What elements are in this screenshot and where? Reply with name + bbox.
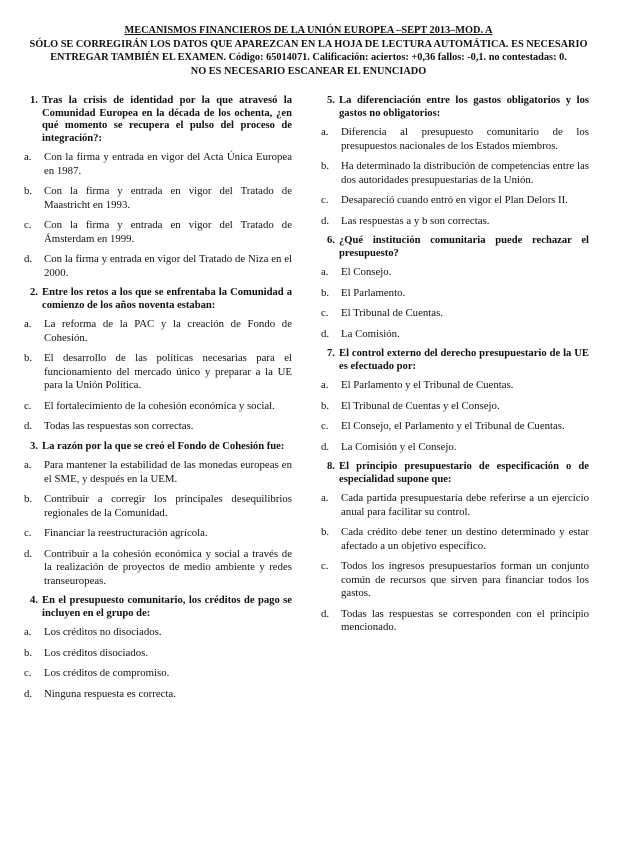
- option-c: [24, 667, 292, 681]
- option-letter: c.: [24, 527, 32, 539]
- question-text: La diferenciación entre los gastos obligatorios y los gastos no obligatorios:: [339, 95, 589, 119]
- option-a: [321, 266, 589, 280]
- option-text: El Parlamento.: [341, 286, 406, 299]
- option-letter: a.: [24, 459, 32, 471]
- option-c: [24, 219, 292, 246]
- option-c: [321, 307, 589, 321]
- option-letter: d.: [24, 253, 33, 265]
- question-1: [24, 95, 292, 280]
- option-letter: c.: [321, 307, 329, 319]
- option-text: Ha determinado la distribución de competencias entre las dos autoridades presupuestarias de la Unión.: [341, 160, 589, 186]
- option-text: Con la firma y entrada en vigor del Tratado de Ámsterdam en 1999.: [44, 219, 292, 245]
- option-text: Financiar la reestructuración agrícola.: [44, 527, 208, 539]
- option-letter: a.: [24, 318, 32, 330]
- option-text: Con la firma y entrada en vigor del Acta Única Europea en 1987.: [44, 151, 292, 177]
- option-text: El Tribunal de Cuentas y el Consejo.: [341, 399, 500, 412]
- option-d: [321, 214, 589, 229]
- question-text: ¿Qué institución comunitaria puede rechazar el presupuesto?: [339, 235, 589, 259]
- option-letter: d.: [24, 687, 33, 700]
- option-c: [321, 420, 589, 434]
- option-a: [24, 151, 292, 178]
- option-letter: a.: [321, 266, 329, 278]
- option-text: Todas las respuestas son correctas.: [44, 420, 194, 432]
- option-letter: c.: [321, 560, 329, 572]
- option-d: [24, 253, 292, 280]
- option-text: Con la firma y entrada en vigor del Tratado de Maastricht en 1993.: [44, 185, 292, 211]
- option-text: La Comisión.: [341, 327, 400, 340]
- option-text: Todos los ingresos presupuestarios forman un conjunto común de recursos que sirven para financiar todos los gastos.: [341, 560, 589, 599]
- option-text: Cada partida presupuestaria debe referirse a un ejercicio anual para facilitar su control.: [341, 492, 589, 518]
- option-b: [321, 399, 589, 414]
- option-text: Diferencia al presupuesto comunitario de los presupuestos nacionales de los Estados miembros.: [341, 126, 589, 152]
- option-letter: c.: [24, 219, 32, 231]
- question-text: Tras la crisis de identidad por la que atravesó la Comunidad Europea en la década de los ochenta, ¿en qué momento se recupera el pulso del proceso de integración?:: [42, 95, 292, 144]
- option-letter: b.: [24, 493, 33, 505]
- option-text: Ninguna respuesta es correcta.: [44, 687, 176, 700]
- option-letter: b.: [24, 646, 33, 659]
- question-number: 1.: [30, 95, 38, 106]
- option-text: El Consejo.: [341, 266, 392, 278]
- option-text: Para mantener la estabilidad de las monedas europeas en el SME, y después en la UEM.: [44, 459, 292, 485]
- left-column: [24, 95, 292, 708]
- option-a: [321, 126, 589, 153]
- option-text: La Comisión y el Consejo.: [341, 440, 457, 453]
- question-3: [24, 440, 292, 589]
- question-number: 4.: [30, 595, 38, 606]
- option-text: El Parlamento y el Tribunal de Cuentas.: [341, 379, 514, 391]
- question-number: 6.: [327, 235, 335, 246]
- question-number: 2.: [30, 287, 38, 298]
- question-text: El control externo del derecho presupuestario de la UE es efectuado por:: [339, 348, 589, 372]
- option-letter: c.: [321, 420, 329, 432]
- option-c: [321, 560, 589, 601]
- option-b: [321, 526, 589, 553]
- option-letter: b.: [24, 352, 33, 364]
- option-a: [24, 318, 292, 345]
- question-number: 7.: [327, 348, 335, 359]
- option-letter: a.: [321, 379, 329, 391]
- question-2: [24, 287, 292, 434]
- question-number: 8.: [327, 461, 335, 472]
- question-8: [321, 461, 589, 635]
- option-letter: d.: [24, 547, 33, 560]
- option-text: Contribuir a corregir los principales desequilibrios regionales de la Comunidad.: [44, 493, 292, 519]
- option-d: [24, 547, 292, 589]
- option-letter: b.: [24, 185, 33, 197]
- option-b: [24, 352, 292, 393]
- option-text: Con la firma y entrada en vigor del Tratado de Niza en el 2000.: [44, 253, 292, 279]
- option-b: [24, 646, 292, 661]
- question-text: Entre los retos a los que se enfrentaba la Comunidad a comienzo de los años noventa estaban:: [42, 287, 292, 311]
- option-b: [24, 493, 292, 520]
- option-letter: b.: [321, 526, 330, 538]
- option-text: Las respuestas a y b son correctas.: [341, 214, 490, 227]
- option-text: El fortalecimiento de la cohesión económica y social.: [44, 399, 275, 412]
- option-text: El Consejo, el Parlamento y el Tribunal de Cuentas.: [341, 420, 565, 432]
- option-a: [321, 492, 589, 519]
- option-text: Todas las respuestas se corresponden con el principio mencionado.: [341, 607, 589, 633]
- option-letter: a.: [321, 492, 329, 504]
- option-d: [24, 420, 292, 434]
- option-letter: a.: [321, 126, 329, 138]
- option-text: Contribuir a la cohesión económica y social a través de la realización de proyectos de medio ambiente y redes transeuropeas.: [44, 547, 292, 587]
- option-text: Los créditos disociados.: [44, 646, 149, 659]
- option-text: Desapareció cuando entró en vigor el Plan Delors II.: [341, 194, 568, 206]
- option-text: El Tribunal de Cuentas.: [341, 307, 443, 319]
- option-letter: b.: [321, 160, 330, 172]
- option-letter: d.: [321, 214, 330, 227]
- option-a: [321, 379, 589, 393]
- option-letter: b.: [321, 286, 330, 299]
- option-c: [24, 399, 292, 414]
- option-c: [24, 527, 292, 541]
- option-d: [321, 607, 589, 635]
- question-7: [321, 348, 589, 454]
- option-letter: a.: [24, 151, 32, 163]
- option-c: [321, 194, 589, 208]
- option-text: El desarrollo de las políticas necesarias para el funcionamiento del mercado único y preparar a la UE para la Unión Política.: [44, 352, 292, 391]
- instructions-line-1: SÓLO SE CORREGIRÁN LOS DATOS QUE APAREZCAN EN LA HOJA DE LECTURA AUTOMÁTICA. ES NECESARIO: [29, 38, 588, 50]
- option-d: [321, 327, 589, 342]
- option-letter: d.: [321, 327, 330, 340]
- exam-title: MECANISMOS FINANCIEROS DE LA UNIÓN EUROPEA –SEPT 2013–MOD. A: [124, 25, 493, 36]
- option-letter: d.: [321, 607, 330, 620]
- exam-header: [10, 24, 607, 78]
- option-d: [321, 440, 589, 455]
- option-letter: d.: [24, 420, 33, 432]
- instructions-line-3: NO ES NECESARIO ESCANEAR EL ENUNCIADO: [190, 65, 427, 77]
- option-text: Los créditos de compromiso.: [44, 667, 170, 679]
- option-letter: d.: [321, 440, 330, 453]
- option-letter: b.: [321, 399, 330, 412]
- option-letter: c.: [24, 667, 32, 679]
- option-d: [24, 687, 292, 702]
- option-a: [24, 459, 292, 486]
- option-letter: c.: [24, 399, 32, 412]
- option-a: [24, 626, 292, 640]
- question-text: El principio presupuestario de especificación o de especialidad supone que:: [339, 461, 589, 485]
- option-text: La reforma de la PAC y la creación de Fondo de Cohesión.: [44, 318, 292, 344]
- question-number: 5.: [327, 95, 335, 106]
- question-6: [321, 235, 589, 341]
- option-b: [321, 160, 589, 187]
- question-number: 3.: [30, 440, 38, 452]
- option-text: Cada crédito debe tener un destino determinado y estar afectado a un objetivo específico.: [341, 526, 589, 552]
- instructions-line-2: ENTREGAR TAMBIÉN EL EXAMEN. Código: 65014071. Calificación: aciertos: +0,36 fallos: -0,1. no contestadas: 0.: [50, 52, 567, 63]
- question-text: La razón por la que se creó el Fondo de Cohesión fue:: [42, 440, 285, 452]
- question-text: En el presupuesto comunitario, los créditos de pago se incluyen en el grupo de:: [42, 595, 292, 619]
- question-4: [24, 595, 292, 701]
- option-b: [321, 286, 589, 301]
- option-letter: c.: [321, 194, 329, 206]
- right-column: [321, 95, 589, 642]
- question-5: [321, 95, 589, 228]
- option-letter: a.: [24, 626, 32, 638]
- option-text: Los créditos no disociados.: [44, 626, 162, 638]
- option-b: [24, 185, 292, 212]
